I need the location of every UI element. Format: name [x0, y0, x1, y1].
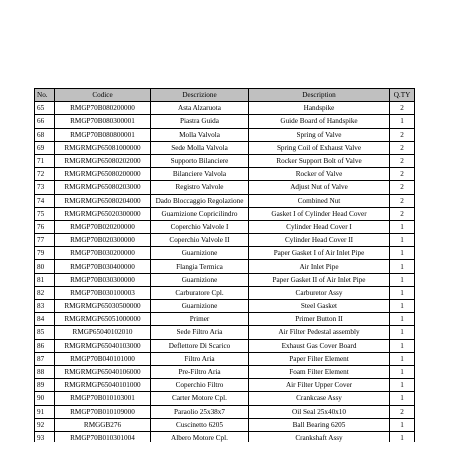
cell-no: 85: [35, 326, 55, 339]
table-row: [35, 181, 415, 194]
table-row: [35, 141, 415, 154]
cell-codice: RMGP70B030400000: [55, 260, 151, 273]
cell-description: Spring Coil of Exhaust Valve: [249, 141, 390, 154]
cell-descrizione: Dado Bloccaggio Regolazione: [151, 194, 249, 207]
cell-no: 71: [35, 154, 55, 167]
cell-codice: RMGP70B020200000: [55, 220, 151, 233]
cell-qty: 2: [390, 168, 415, 181]
cell-codice: RMGP70B010103001: [55, 392, 151, 405]
cell-codice: RMGRMGP65080200000: [55, 168, 151, 181]
cell-no: 76: [35, 220, 55, 233]
cell-descrizione: Filtro Aria: [151, 352, 249, 365]
cell-description: Ball Bearing 6205: [249, 418, 390, 431]
cell-qty: 2: [390, 128, 415, 141]
cell-qty: 2: [390, 141, 415, 154]
cell-codice: RMGP70B040101000: [55, 352, 151, 365]
cell-description: Paper Filter Element: [249, 352, 390, 365]
cell-codice: RMGRMGP65040106000: [55, 365, 151, 378]
table-row: [35, 154, 415, 167]
cell-no: 90: [35, 392, 55, 405]
cell-no: 88: [35, 365, 55, 378]
cell-no: 77: [35, 234, 55, 247]
cell-descrizione: Sede Filtro Aria: [151, 326, 249, 339]
cell-codice: RMGP70B080200000: [55, 102, 151, 115]
table-row: [35, 300, 415, 313]
cell-codice: RMGP70B030200000: [55, 247, 151, 260]
cell-codice: RMGP70B080800001: [55, 128, 151, 141]
cell-description: Steel Gasket: [249, 300, 390, 313]
cell-description: Rocker of Valve: [249, 168, 390, 181]
cell-codice: RMGP70B080300001: [55, 115, 151, 128]
cell-codice: RMGRMGP65080204000: [55, 194, 151, 207]
cell-qty: 2: [390, 194, 415, 207]
cell-description: Handspike: [249, 102, 390, 115]
cell-descrizione: Coperchio Filtro: [151, 379, 249, 392]
table-row: [35, 247, 415, 260]
cell-qty: 2: [390, 154, 415, 167]
cell-qty: 1: [390, 220, 415, 233]
cell-codice: RMGRMGP65051000000: [55, 313, 151, 326]
cell-description: Guide Board of Handspike: [249, 115, 390, 128]
cell-description: Air Inlet Pipe: [249, 260, 390, 273]
cell-qty: 1: [390, 273, 415, 286]
cell-description: Air Filter Pedestal assembly: [249, 326, 390, 339]
cell-description: Gasket I of Cylinder Head Cover: [249, 207, 390, 220]
cell-no: 84: [35, 313, 55, 326]
table-row: [35, 339, 415, 352]
cell-descrizione: Albero Motore Cpl.: [151, 431, 249, 444]
cell-qty: 1: [390, 339, 415, 352]
cell-no: 87: [35, 352, 55, 365]
table-row: [35, 128, 415, 141]
cell-descrizione: Carburatore Cpl.: [151, 286, 249, 299]
cell-qty: 1: [390, 260, 415, 273]
cell-qty: 2: [390, 181, 415, 194]
cell-no: 69: [35, 141, 55, 154]
cell-qty: 1: [390, 300, 415, 313]
parts-sheet: [34, 88, 414, 451]
header-description: Description: [249, 89, 390, 102]
cell-no: 92: [35, 418, 55, 431]
cell-codice: RMGRMGP65020300000: [55, 207, 151, 220]
cell-codice: RMGP70B010301004: [55, 431, 151, 444]
cell-qty: 1: [390, 365, 415, 378]
cell-qty: 2: [390, 102, 415, 115]
cell-codice: RMGP70B030300000: [55, 273, 151, 286]
table-row: [35, 405, 415, 418]
cell-descrizione: Sede Molla Valvola: [151, 141, 249, 154]
cell-descrizione: Carter Motore Cpl.: [151, 392, 249, 405]
cell-codice: RMGRMGP65080202000: [55, 154, 151, 167]
table-row: [35, 392, 415, 405]
cell-qty: 1: [390, 115, 415, 128]
header-descrizione: Descrizione: [151, 89, 249, 102]
cell-codice: RMGGB276: [55, 418, 151, 431]
cell-codice: RMGP70B030100003: [55, 286, 151, 299]
table-row: [35, 194, 415, 207]
cell-qty: 1: [390, 326, 415, 339]
table-row: [35, 365, 415, 378]
cell-descrizione: Guarnizione Copricilindro: [151, 207, 249, 220]
cell-descrizione: Supporto Bilanciere: [151, 154, 249, 167]
cell-codice: RMGP70B020300000: [55, 234, 151, 247]
table-row: [35, 220, 415, 233]
cell-descrizione: Asta Alzaruota: [151, 102, 249, 115]
cell-description: Adjust Nut of Valve: [249, 181, 390, 194]
cell-description: Cylinder Head Cover II: [249, 234, 390, 247]
cell-descrizione: Cuscinetto 6205: [151, 418, 249, 431]
cell-descrizione: Piastra Guida: [151, 115, 249, 128]
cell-descrizione: Coperchio Valvole II: [151, 234, 249, 247]
cell-descrizione: Molla Valvola: [151, 128, 249, 141]
cell-description: Paper Gasket I of Air Inlet Pipe: [249, 247, 390, 260]
cell-no: 68: [35, 128, 55, 141]
cell-no: 73: [35, 181, 55, 194]
cell-codice: RMGRMGP65040103000: [55, 339, 151, 352]
table-row: [35, 273, 415, 286]
header-row: [35, 89, 415, 102]
cell-description: Rocker Support Bolt of Valve: [249, 154, 390, 167]
table-row: [35, 313, 415, 326]
cell-no: 75: [35, 207, 55, 220]
table-row: [35, 379, 415, 392]
cell-no: 91: [35, 405, 55, 418]
cell-descrizione: Primer: [151, 313, 249, 326]
header-qty: Q.TY: [390, 89, 415, 102]
table-row: [35, 352, 415, 365]
cell-descrizione: Coperchio Valvole I: [151, 220, 249, 233]
table-row: [35, 102, 415, 115]
table-row: [35, 115, 415, 128]
cell-qty: 1: [390, 392, 415, 405]
cell-qty: 1: [390, 431, 415, 444]
cell-no: 86: [35, 339, 55, 352]
cell-descrizione: Guarnizione: [151, 300, 249, 313]
parts-table: [34, 88, 415, 451]
cell-qty: 2: [390, 207, 415, 220]
cell-descrizione: Paraolio 25x38x7: [151, 405, 249, 418]
cell-qty: 1: [390, 418, 415, 431]
cell-description: Foam Filter Element: [249, 365, 390, 378]
cell-no: 80: [35, 260, 55, 273]
cell-no: 81: [35, 273, 55, 286]
cell-description: Cylinder Head Cover I: [249, 220, 390, 233]
cell-description: Crankcase Assy: [249, 392, 390, 405]
cell-description: Air Filter Upper Cover: [249, 379, 390, 392]
cell-qty: 1: [390, 247, 415, 260]
cell-no: 65: [35, 102, 55, 115]
cell-description: Paper Gasket II of Air Inlet Pipe: [249, 273, 390, 286]
cell-descrizione: Bilanciere Valvola: [151, 168, 249, 181]
cell-descrizione: Guarnizione: [151, 247, 249, 260]
table-row: [35, 234, 415, 247]
table-row: [35, 207, 415, 220]
cell-codice: RMGP65040102010: [55, 326, 151, 339]
cell-no: 79: [35, 247, 55, 260]
cell-qty: 1: [390, 313, 415, 326]
cell-descrizione: Pre-Filtro Aria: [151, 365, 249, 378]
cell-qty: 1: [390, 379, 415, 392]
cell-description: Crankshaft Assy: [249, 431, 390, 444]
table-row: [35, 418, 415, 431]
page-edge: [0, 442, 452, 452]
cell-description: Combined Nut: [249, 194, 390, 207]
header-no: No.: [35, 89, 55, 102]
table-row: [35, 260, 415, 273]
cell-no: 72: [35, 168, 55, 181]
cell-description: Carburetor Assy: [249, 286, 390, 299]
cell-descrizione: Deflettore Di Scarico: [151, 339, 249, 352]
cell-codice: RMGRMGP65080203000: [55, 181, 151, 194]
cell-descrizione: Guarnizione: [151, 273, 249, 286]
cell-no: 74: [35, 194, 55, 207]
cell-no: 82: [35, 286, 55, 299]
cell-codice: RMGP70B010109000: [55, 405, 151, 418]
cell-no: 83: [35, 300, 55, 313]
cell-codice: RMGRMGP65030500000: [55, 300, 151, 313]
header-codice: Codice: [55, 89, 151, 102]
cell-no: 93: [35, 431, 55, 444]
table-row: [35, 326, 415, 339]
cell-no: 89: [35, 379, 55, 392]
cell-description: Spring of Valve: [249, 128, 390, 141]
cell-description: Exhaust Gas Cover Board: [249, 339, 390, 352]
cell-descrizione: Flangia Termica: [151, 260, 249, 273]
cell-no: 66: [35, 115, 55, 128]
cell-qty: 1: [390, 352, 415, 365]
table-row: [35, 286, 415, 299]
cell-codice: RMGRMGP65081000000: [55, 141, 151, 154]
cell-qty: 2: [390, 405, 415, 418]
cell-qty: 1: [390, 234, 415, 247]
cell-qty: 1: [390, 286, 415, 299]
cell-description: Oil Seal 25x40x10: [249, 405, 390, 418]
cell-codice: RMGRMGP65040101000: [55, 379, 151, 392]
table-row: [35, 168, 415, 181]
cell-description: Primer Button II: [249, 313, 390, 326]
cell-descrizione: Registro Valvole: [151, 181, 249, 194]
